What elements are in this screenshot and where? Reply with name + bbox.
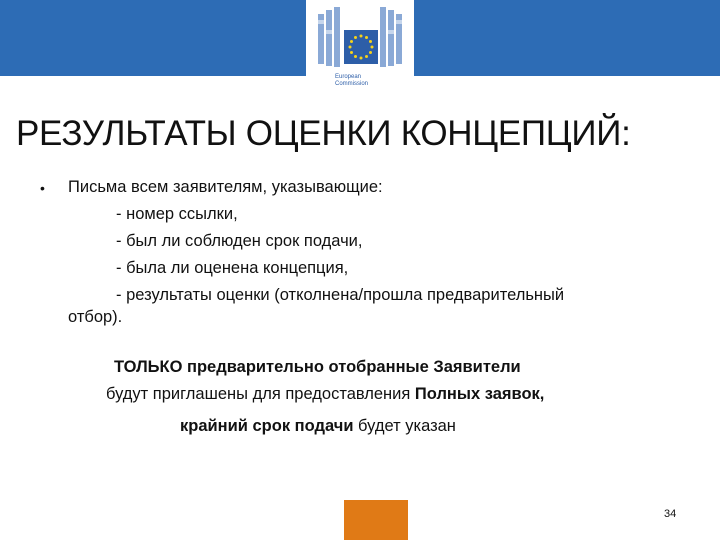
- note-line-3: [180, 417, 456, 436]
- slide-title: РЕЗУЛЬТАТЫ ОЦЕНКИ КОНЦЕПЦИЙ:: [16, 114, 631, 153]
- sub-item: - был ли соблюден срок подачи,: [116, 232, 363, 250]
- sub-item: - номер ссылки,: [116, 205, 238, 223]
- note-line-3-text: будет указан: [353, 417, 456, 435]
- logo-caption: European Commission: [335, 74, 369, 87]
- continuation-text: отбор).: [68, 308, 123, 326]
- note-line-2: [106, 385, 544, 404]
- footer-logo: [344, 500, 408, 540]
- footer-logo-mark: [344, 500, 408, 515]
- sub-item: - результаты оценки (отколнена/прошла предварительный: [116, 286, 565, 304]
- sub-item: - была ли оценена концепция,: [116, 259, 349, 277]
- note-line-1: ТОЛЬКО предварительно отобранные Заявители: [114, 358, 521, 376]
- note-line-2-bold: Полных заявок,: [414, 385, 545, 403]
- bullet-intro: Письма всем заявителям, указывающие:: [68, 178, 383, 196]
- note-line-2-text: будут приглашены для предоставления: [106, 385, 415, 403]
- bullet-marker: •: [40, 180, 45, 196]
- note-line-3-bold: крайний срок подачи: [180, 417, 354, 435]
- european-commission-logo: [306, 0, 414, 98]
- page-number: 34: [664, 508, 677, 520]
